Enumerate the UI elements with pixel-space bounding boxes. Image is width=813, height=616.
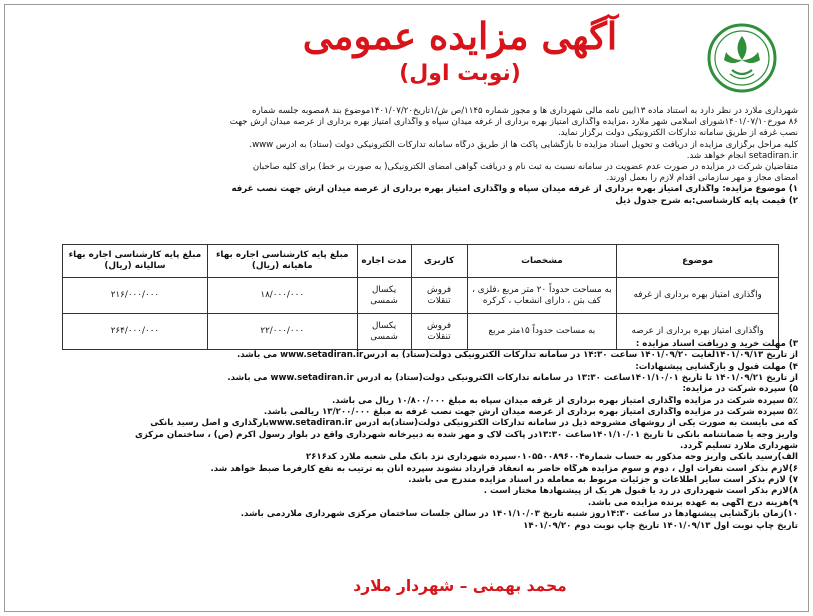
header-monthly: مبلغ پایه کارشناسی اجاره بهاء ماهیانه (ریال) — [207, 245, 357, 278]
condition-line: که می بایست به صورت یکی از روشهای مشروحه ذیل در سامانه تدارکات الکترونیکی دولت(ستاد)به آدرس www.setadiran.irبارگذاری و اصل رسید بانکی — [150, 418, 798, 429]
condition-line: شهرداری ملارد تسلیم گردد. — [680, 441, 798, 452]
condition-line: ۵٪ سپرده شرکت در مزایده واگذاری امتیاز بهره برداری از عرصه میدان آرش جهت نصب غرفه به مبلغ ۱۳/۲۰۰/۰۰۰ ریالمی باشد. — [263, 407, 798, 418]
cell-usage: فروش تنقلات — [411, 278, 467, 314]
header-yearly: مبلغ پایه کارشناسی اجاره بهاء سالیانه (ریال) — [63, 245, 208, 278]
intro-line: شهرداری ملارد در نظر دارد به استناد ماده ۱۳آیین نامه مالی شهرداری ها و مجوز شماره ۱۱۴۵/ص ش/۱تاریخ۱۴۰۱/۰۷/۲۰موضوع بند ۸مصوبه جلسه شماره — [251, 106, 798, 116]
intro-line: کلیه مراحل برگزاری مزایده از دریافت و تحویل اسناد مزایده تا بازگشایی پاکت ها از طریق درگاه سامانه تدارکات الکترونیکی دولت (ستاد) به آدرس www. — [249, 139, 798, 150]
intro-line: setadiran.ir انجام خواهد شد. — [686, 150, 798, 161]
condition-line: تاریخ چاپ نوبت اول ۱۴۰۱/۰۹/۱۳ تاریخ چاپ نوبت دوم ۱۴۰۱/۰۹/۲۰ — [523, 520, 798, 531]
intro-line: امضای مجاز و مهر سازمانی اقدام لازم را بعمل آورند. — [606, 173, 798, 184]
header-subject: موضوع — [617, 245, 779, 278]
condition-line: ۳) مهلت خرید و دریافت اسناد مزایده : — [635, 339, 798, 349]
intro-line: متقاضیان شرکت در مزایده در صورت عدم عضویت در سامانه نسبت به ثبت نام و دریافت گواهی امضای الکترونیکی( به صورت بر خط) برای کلیه صاحبان — [252, 162, 798, 173]
intro-line: نصب غرفه از طریق سامانه تدارکات الکترونیکی دولت برگزار نماید. — [557, 128, 798, 139]
ad-subtitle: (نوبت اول) — [399, 61, 521, 86]
signature: محمد بهمنی – شهردار ملارد — [353, 577, 567, 595]
ad-title: آگهی مزایده عمومی — [302, 14, 618, 58]
condition-line: ۹)هزینه درج آگهی به عهده برنده مزایده می باشد. — [587, 497, 798, 508]
condition-line: ۸)لازم بذکر است شهرداری در رد یا قبول هر یک از پیشنهادها مختار است . — [483, 486, 798, 497]
condition-line: از تاریخ ۱۴۰۱/۰۹/۲۱ تا تاریخ ۱۴۰۱/۱۰/۰۱ساعت ۱۳:۳۰ در سامانه تدارکات الکترونیکی دولت(ستاد) به آدرس www.setadiran.ir می باشد. — [227, 373, 798, 384]
cell-specs: به مساحت حدوداً ۱۵متر مربع — [467, 314, 617, 350]
cell-subject: واگذاری امتیاز بهره برداری از غرفه — [617, 278, 779, 314]
condition-line: الف)رسید بانکی واریز وجه مذکور به حساب شماره۰۱۰۵۵۰۰۸۹۶۰۰۴سپرده شهرداری نزد بانک ملی شعبه ملارد کد۲۶۱۶ — [305, 452, 798, 463]
condition-line: ۴) مهلت قبول و بازگشایی پیشنهادات: — [635, 361, 798, 372]
condition-line: از تاریخ ۱۴۰۱/۰۹/۱۳لغایت ۱۴۰۱/۰۹/۲۰ ساعت ۱۴:۳۰ در سامانه تدارکات الکترونیکی دولت(ستاد) به آدرسwww.setadiran.ir می باشد. — [237, 350, 798, 361]
cell-term: یکسال شمسی — [357, 278, 411, 314]
condition-line: ۶)لازم بذکر است نفرات اول ، دوم و سوم مزایده هرگاه حاضر به انعقاد قرارداد نشوند سپرده آنان به ترتیب به نفع کارفرما ضبط خواهد شد. — [210, 463, 798, 474]
condition-line: ۷) لازم بذکر است سایر اطلاعات و جزئیات مربوط به معامله در اسناد مزایده مندرج می باشد. — [408, 475, 798, 486]
condition-line: ۵) سپرده شرکت در مزایده: — [682, 384, 798, 395]
header-term: مدت اجاره — [357, 245, 411, 278]
cell-yearly: ۲۱۶/۰۰۰/۰۰۰ — [63, 278, 208, 314]
condition-line: واریز وجه یا ضمانتنامه بانکی تا تاریخ ۱۴۰۱/۱۰/۰۱ساعت ۱۳:۳۰در پاکت لاک و مهر شده به دبیرخانه شهرداری واقع در بلوار رسول اکرم (ص) ، ساختمان مرکزی — [134, 429, 798, 440]
condition-line: ۱۰)زمان بازگشایی پیشنهادها در ساعت ۱۴:۳۰روز شنبه تاریخ ۱۴۰۱/۱۰/۰۳ در سالن جلسات ساختمان مرکزی شهرداری ملاردمی باشد. — [240, 509, 798, 520]
conditions-section — [14, 339, 798, 532]
intro-paragraph — [14, 106, 798, 207]
cell-usage: فروش تنقلات — [411, 314, 467, 350]
price-table — [62, 244, 779, 350]
cell-term: یکسال شمسی — [357, 314, 411, 350]
intro-line: ۸۶ مورخ۱۴۰۱/۰۷/۱۰شورای اسلامی شهر ملارد ،مزایده واگذاری امتیاز بهره برداری از غرفه میدان سپاه و واگذاری امتیاز بهره برداری از عرصه میدان آرش جهت — [229, 117, 798, 128]
cell-monthly: ۱۸/۰۰۰/۰۰۰ — [207, 278, 357, 314]
cell-subject: واگذاری امتیاز بهره برداری از عرصه — [617, 314, 779, 350]
cell-yearly: ۲۶۴/۰۰۰/۰۰۰ — [63, 314, 208, 350]
table-row — [63, 278, 779, 314]
intro-line: ۱) موضوع مزایده: واگذاری امتیاز بهره برداری از غرفه میدان سپاه و واگذاری امتیاز بهره برداری از عرصه میدان آرش جهت نصب غرفه — [231, 184, 798, 195]
cell-monthly: ۲۲/۰۰۰/۰۰۰ — [207, 314, 357, 350]
table-header-row — [63, 245, 779, 278]
header-specs: مشخصات — [467, 245, 617, 278]
cell-specs: به مساحت حدوداً ۲۰ متر مربع ،فلزی ، کف بتن ، دارای انشعاب ، کرکره — [467, 278, 617, 314]
condition-line: ۵٪ سپرده شرکت در مزایده واگذاری امتیاز بهره برداری از غرفه میدان سپاه به مبلغ ۱۰/۸۰۰/۰۰۰ ریال می باشد. — [332, 395, 798, 406]
municipality-seal-icon — [706, 22, 778, 94]
intro-line: ۲) قیمت پایه کارشناسی:به شرح جدول ذیل — [615, 195, 798, 206]
header-usage: کاربری — [411, 245, 467, 278]
